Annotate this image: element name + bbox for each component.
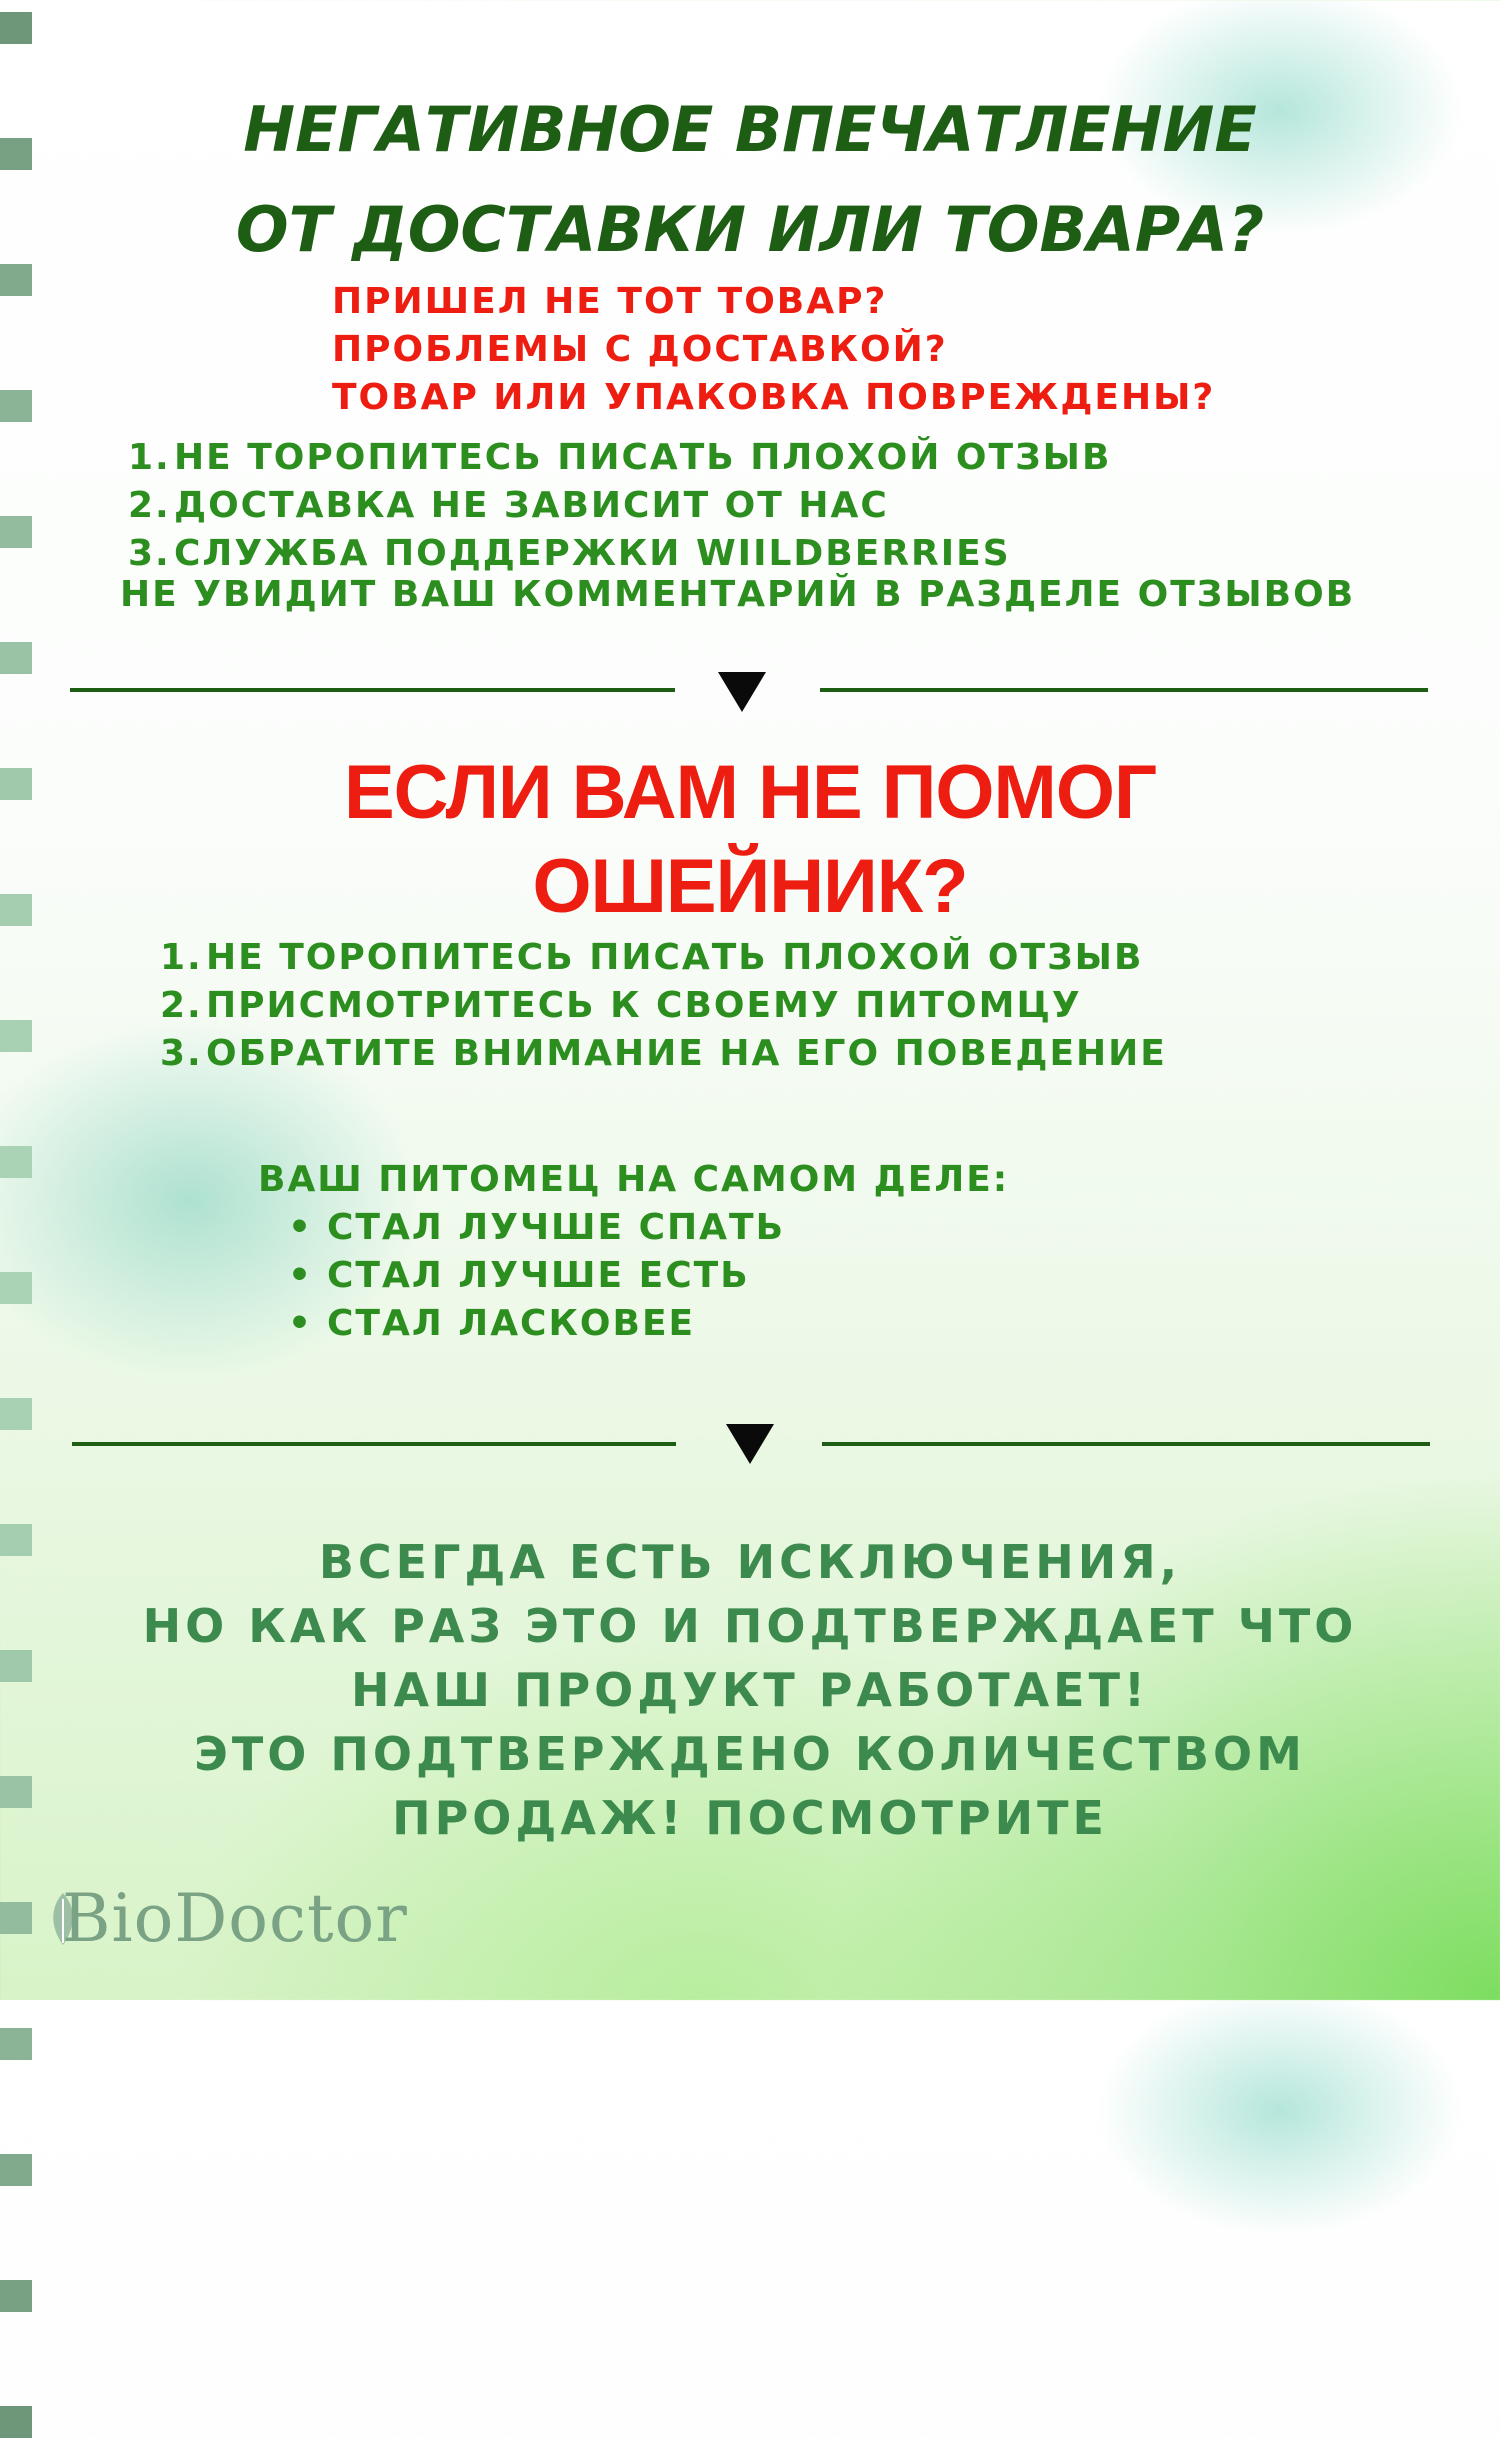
question-item: ТОВАР ИЛИ УПАКОВКА ПОВРЕЖДЕНЫ? xyxy=(332,377,1216,418)
edge-square xyxy=(0,390,32,422)
question-item: ПРИШЕЛ НЕ ТОТ ТОВАР? xyxy=(332,281,888,322)
edge-square xyxy=(0,264,32,296)
edge-square xyxy=(0,138,32,170)
edge-square xyxy=(0,1650,32,1682)
list-item: • СТАЛ ЛУЧШЕ ЕСТЬ xyxy=(288,1252,1009,1300)
edge-square xyxy=(0,516,32,548)
edge-square xyxy=(0,768,32,800)
list-text: СЛУЖБА ПОДДЕРЖКИ WIILDBERRIES xyxy=(174,533,1011,574)
title-line-1: НЕГАТИВНОЕ ВПЕЧАТЛЕНИЕ xyxy=(243,93,1257,166)
edge-square xyxy=(0,2280,32,2312)
brand-logo xyxy=(48,1880,408,1957)
edge-square xyxy=(0,2028,32,2060)
list-text: ДОСТАВКА НЕ ЗАВИСИТ ОТ НАС xyxy=(174,485,889,526)
title-line-2: ОТ ДОСТАВКИ ИЛИ ТОВАРА? xyxy=(235,193,1265,266)
list-number: 2. xyxy=(128,485,171,526)
list-item xyxy=(128,530,1111,578)
divider-line-right xyxy=(822,1442,1430,1446)
edge-square xyxy=(0,2406,32,2438)
edge-square xyxy=(0,1902,32,1934)
collar-tips-list xyxy=(160,934,1167,1078)
list-number: 1. xyxy=(128,437,171,478)
delivery-note: НЕ УВИДИТ ВАШ КОММЕНТАРИЙ В РАЗДЕЛЕ ОТЗЫВОВ xyxy=(120,574,1356,615)
list-item: • СТАЛ ЛУЧШЕ СПАТЬ xyxy=(288,1204,1009,1252)
divider-line-right xyxy=(820,688,1428,692)
list-number: 3. xyxy=(128,533,171,574)
list-text: НЕ ТОРОПИТЕСЬ ПИСАТЬ ПЛОХОЙ ОТЗЫВ xyxy=(206,937,1144,978)
list-text: ОБРАТИТЕ ВНИМАНИЕ НА ЕГО ПОВЕДЕНИЕ xyxy=(206,1033,1167,1074)
delivery-tips-list xyxy=(128,434,1111,578)
brand-name: BioDoctor xyxy=(62,1880,408,1957)
list-number: 2. xyxy=(160,985,203,1026)
list-item xyxy=(128,434,1111,482)
collar-heading-line-1: ЕСЛИ ВАМ НЕ ПОМОГ xyxy=(343,750,1157,835)
list-text: НЕ ТОРОПИТЕСЬ ПИСАТЬ ПЛОХОЙ ОТЗЫВ xyxy=(174,437,1112,478)
pet-improvements-list xyxy=(258,1204,1009,1348)
edge-square xyxy=(0,1524,32,1556)
edge-squares-decoration xyxy=(0,0,34,2000)
edge-square xyxy=(0,1776,32,1808)
edge-square xyxy=(0,12,32,44)
closing-line: ВСЕГДА ЕСТЬ ИСКЛЮЧЕНИЯ, xyxy=(318,1535,1182,1589)
down-arrow-icon xyxy=(726,1424,774,1464)
divider-line-left xyxy=(72,1442,676,1446)
list-number: 3. xyxy=(160,1033,203,1074)
down-arrow-icon xyxy=(718,672,766,712)
edge-square xyxy=(0,1020,32,1052)
list-item xyxy=(128,482,1111,530)
list-item xyxy=(160,982,1167,1030)
edge-square xyxy=(0,1398,32,1430)
closing-line: ПРОДАЖ! ПОСМОТРИТЕ xyxy=(392,1791,1108,1845)
collar-heading-line-2: ОШЕЙНИК? xyxy=(532,844,968,929)
edge-square xyxy=(0,894,32,926)
question-item: ПРОБЛЕМЫ С ДОСТАВКОЙ? xyxy=(332,329,948,370)
edge-square xyxy=(0,1146,32,1178)
pet-improvements-block xyxy=(258,1156,1009,1348)
edge-square xyxy=(0,1272,32,1304)
list-item xyxy=(160,1030,1167,1078)
list-item xyxy=(160,934,1167,982)
list-item: • СТАЛ ЛАСКОВЕЕ xyxy=(288,1300,1009,1348)
closing-statement xyxy=(100,1530,1400,1850)
list-text: ПРИСМОТРИТЕСЬ К СВОЕМУ ПИТОМЦУ xyxy=(206,985,1082,1026)
page-title xyxy=(60,80,1440,280)
edge-square xyxy=(0,642,32,674)
divider-line-left xyxy=(70,688,675,692)
pet-block-heading: ВАШ ПИТОМЕЦ НА САМОМ ДЕЛЕ: xyxy=(258,1159,1010,1200)
edge-square xyxy=(0,2154,32,2186)
closing-line: НО КАК РАЗ ЭТО И ПОДТВЕРЖДАЕТ ЧТО xyxy=(142,1599,1358,1653)
problem-questions-list xyxy=(332,278,1215,422)
list-number: 1. xyxy=(160,937,203,978)
collar-heading xyxy=(250,746,1250,934)
closing-line: НАШ ПРОДУКТ РАБОТАЕТ! xyxy=(351,1663,1149,1717)
closing-line: ЭТО ПОДТВЕРЖДЕНО КОЛИЧЕСТВОМ xyxy=(194,1727,1306,1781)
